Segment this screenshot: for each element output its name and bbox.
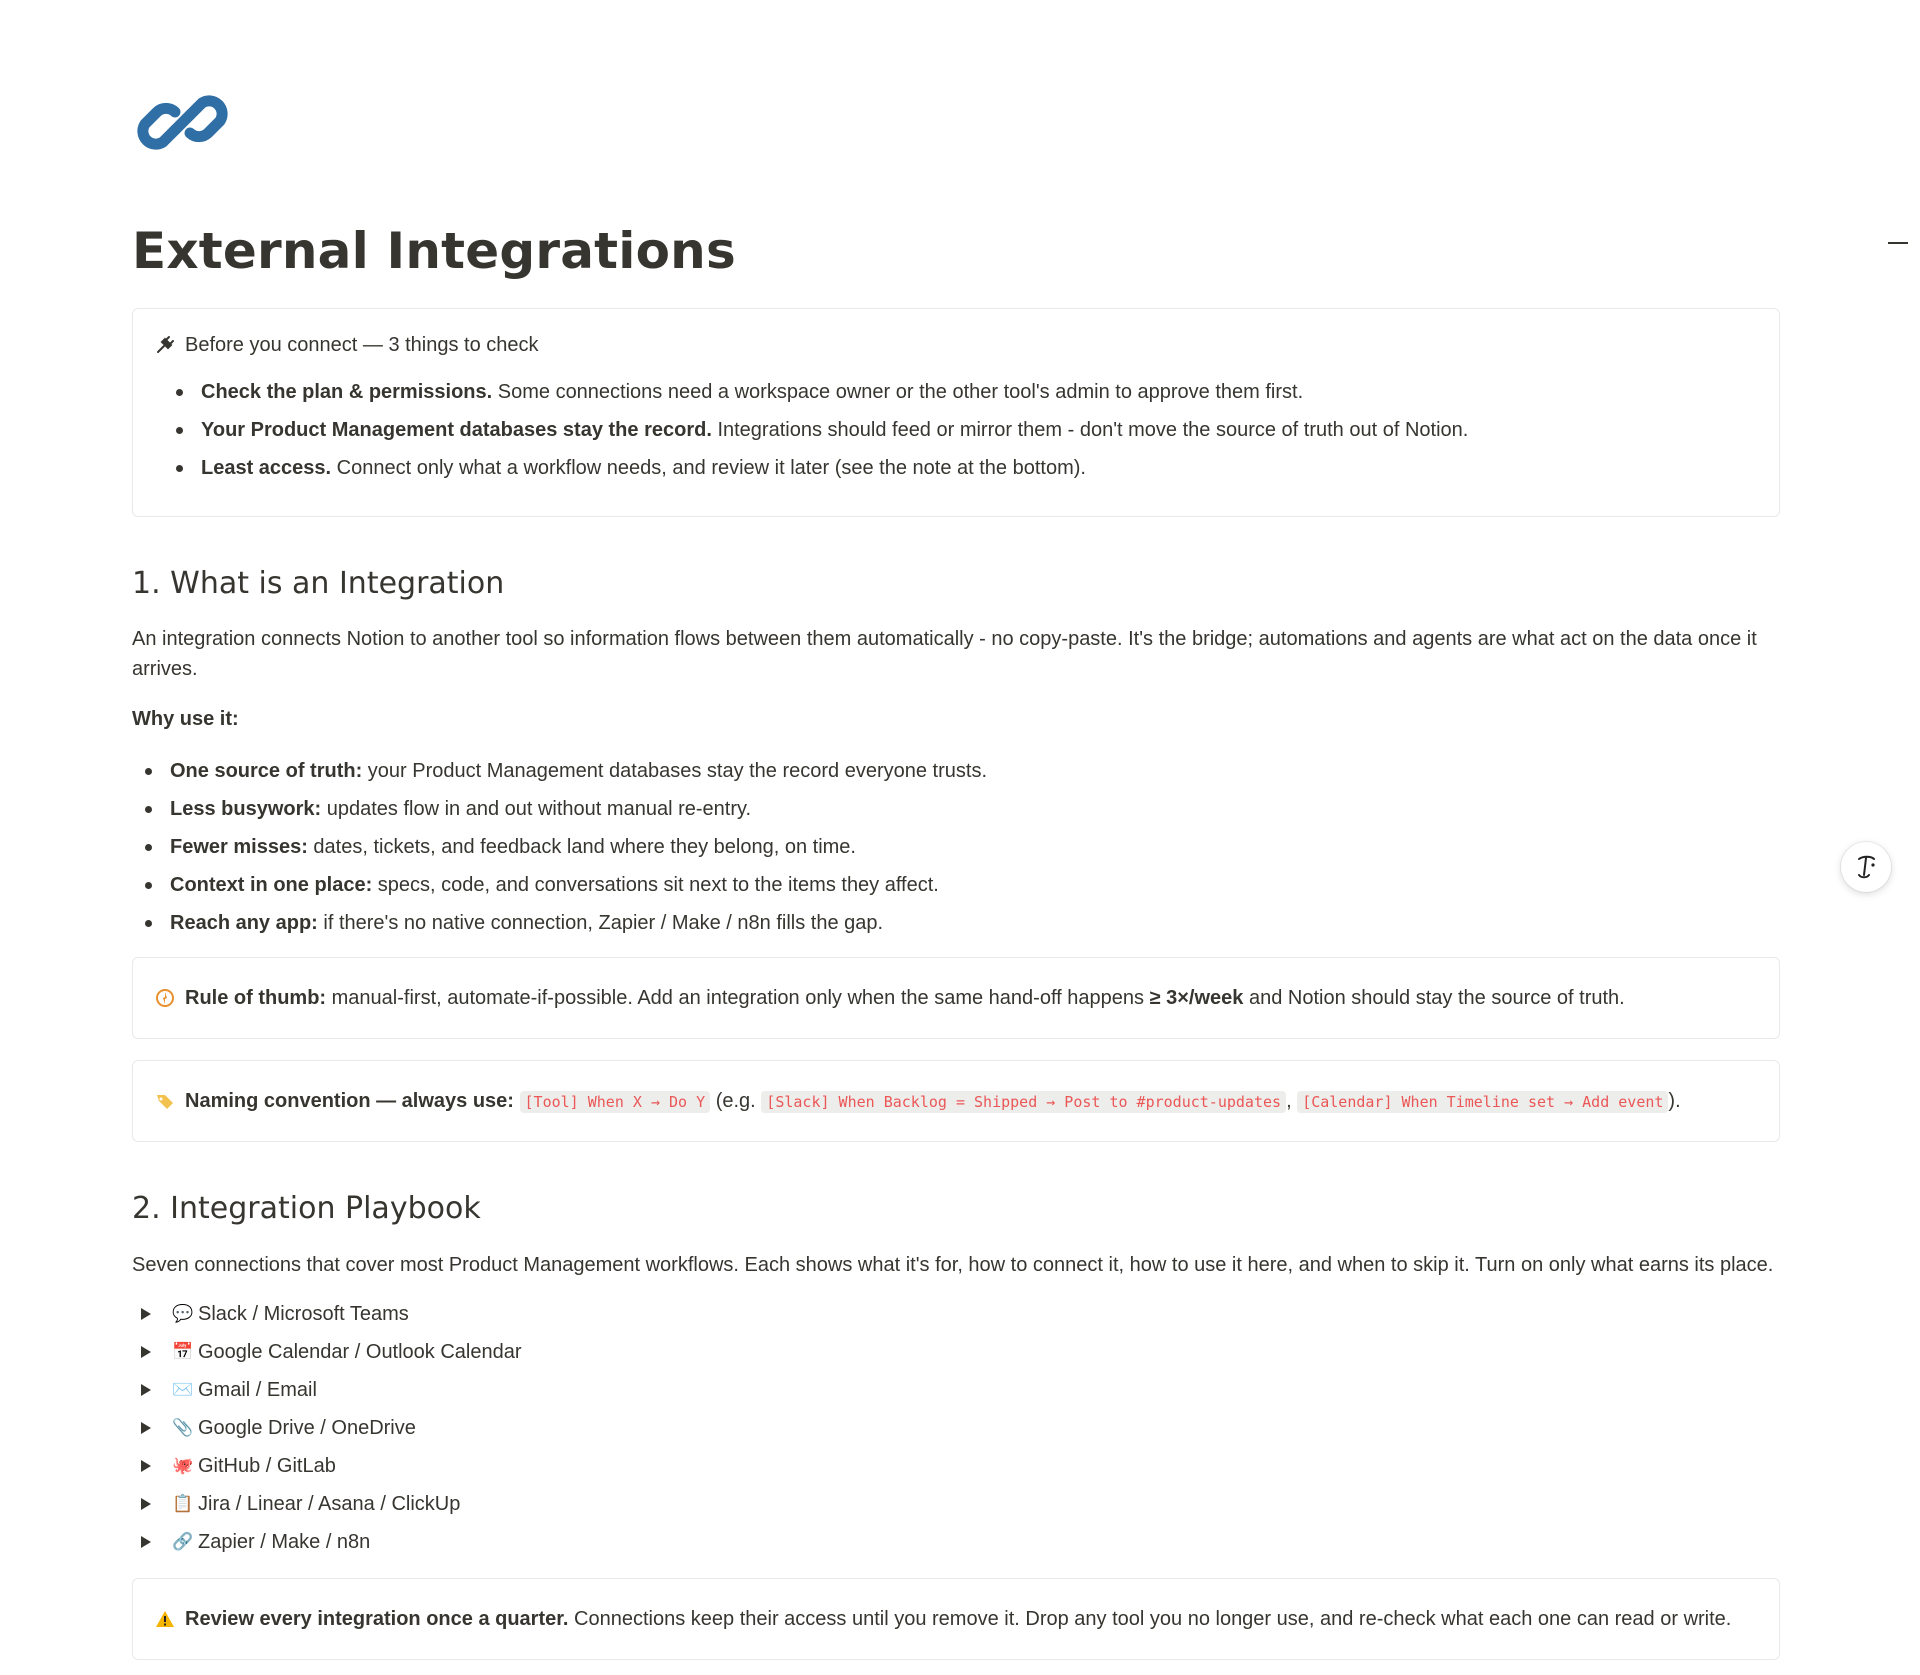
list-item: One source of truth: your Product Management databases stay the record everyone trusts. — [132, 752, 1780, 790]
toggle-label: GitHub / GitLab — [198, 1454, 336, 1477]
callout-rule-of-thumb[interactable]: Rule of thumb: manual-first, automate-if-possible. Add an integration only when the same hand-off happens ≥ 3×/week and Notion should stay the source of truth. — [132, 957, 1780, 1039]
link-icon: 🔗 — [172, 1532, 194, 1551]
section-heading-playbook[interactable]: 2. Integration Playbook — [132, 1191, 481, 1226]
toggle-label: Slack / Microsoft Teams — [198, 1302, 409, 1325]
plug-icon — [155, 335, 185, 355]
octopus-icon: 🐙 — [172, 1456, 194, 1475]
callout-title: Before you connect — 3 things to check — [185, 333, 539, 356]
triangle-right-icon[interactable] — [140, 1383, 154, 1397]
toggle-label: Google Calendar / Outlook Calendar — [198, 1340, 522, 1363]
envelope-icon: ✉️ — [172, 1380, 194, 1399]
triangle-right-icon[interactable] — [140, 1535, 154, 1549]
list-item: Fewer misses: dates, tickets, and feedback land where they belong, on time. — [132, 828, 1780, 866]
ai-assistant-button[interactable] — [1841, 842, 1891, 892]
label-icon — [155, 1091, 185, 1111]
inline-code: [Calendar] When Timeline set → Add event — [1297, 1091, 1668, 1113]
compass-icon — [155, 988, 185, 1008]
notion-ai-icon — [1853, 853, 1879, 881]
toggle-label: Google Drive / OneDrive — [198, 1416, 416, 1439]
why-use-label: Why use it: — [132, 708, 239, 730]
section-heading-what-is[interactable]: 1. What is an Integration — [132, 566, 505, 601]
triangle-right-icon[interactable] — [140, 1421, 154, 1435]
list-item: Your Product Management databases stay the record. Integrations should feed or mirror them - don't move the source of truth out of Notion. — [163, 411, 1757, 449]
page-title[interactable]: External Integrations — [132, 222, 736, 280]
reasons-list — [132, 752, 1780, 942]
triangle-right-icon[interactable] — [140, 1345, 154, 1359]
triangle-right-icon[interactable] — [140, 1307, 154, 1321]
triangle-right-icon[interactable] — [140, 1459, 154, 1473]
section2-intro: Seven connections that cover most Product Management workflows. Each shows what it's for, how to connect it, how to use it here, and when to skip it. Turn on only what earns its place. — [132, 1254, 1774, 1276]
outline-indicator[interactable] — [1888, 242, 1908, 244]
paperclip-icon: 📎 — [172, 1418, 194, 1437]
toggle-jira[interactable] — [132, 1485, 460, 1523]
toggle-label: Jira / Linear / Asana / ClickUp — [198, 1492, 461, 1515]
list-item: Less busywork: updates flow in and out without manual re-entry. — [132, 790, 1780, 828]
list-item: Reach any app: if there's no native connection, Zapier / Make / n8n fills the gap. — [132, 904, 1780, 942]
calendar-icon: 📅 — [172, 1342, 194, 1361]
toggle-email[interactable] — [132, 1371, 317, 1409]
speech-bubble-icon: 💬 — [172, 1304, 194, 1323]
callout-before-connect[interactable] — [132, 308, 1780, 517]
toggle-slack-teams[interactable] — [132, 1295, 409, 1333]
section1-intro: An integration connects Notion to another tool so information flows between them automatically - no copy-paste. It's the bridge; automations and agents are what act on the data once it arrives. — [132, 628, 1757, 680]
toggle-zapier[interactable] — [132, 1523, 370, 1561]
list-item: Least access. Connect only what a workflow needs, and review it later (see the note at the bottom). — [163, 449, 1757, 487]
clipboard-icon: 📋 — [172, 1494, 194, 1513]
toggle-label: Zapier / Make / n8n — [198, 1530, 371, 1553]
inline-code: [Slack] When Backlog = Shipped → Post to #product-updates — [761, 1091, 1286, 1113]
triangle-right-icon[interactable] — [140, 1497, 154, 1511]
toggle-calendar[interactable] — [132, 1333, 522, 1371]
toggle-drive[interactable] — [132, 1409, 416, 1447]
callout-naming-convention[interactable]: Naming convention — always use: [Tool] When X → Do Y (e.g. [Slack] When Backlog = Shipped → Post to #product-updates , [Calendar] When Timeline set → Add event ). — [132, 1060, 1780, 1142]
callout-review-quarterly[interactable]: Review every integration once a quarter. Connections keep their access until you remove it. Drop any tool you no longer use, and re-check what each one can read or write. — [132, 1578, 1780, 1660]
list-item: Context in one place: specs, code, and conversations sit next to the items they affect. — [132, 866, 1780, 904]
link-icon[interactable] — [135, 75, 230, 170]
toggle-label: Gmail / Email — [198, 1378, 317, 1401]
warning-icon — [155, 1609, 185, 1629]
toggle-github[interactable] — [132, 1447, 336, 1485]
list-item: Check the plan & permissions. Some connections need a workspace owner or the other tool's admin to approve them first. — [163, 373, 1757, 411]
inline-code: [Tool] When X → Do Y — [520, 1091, 711, 1113]
